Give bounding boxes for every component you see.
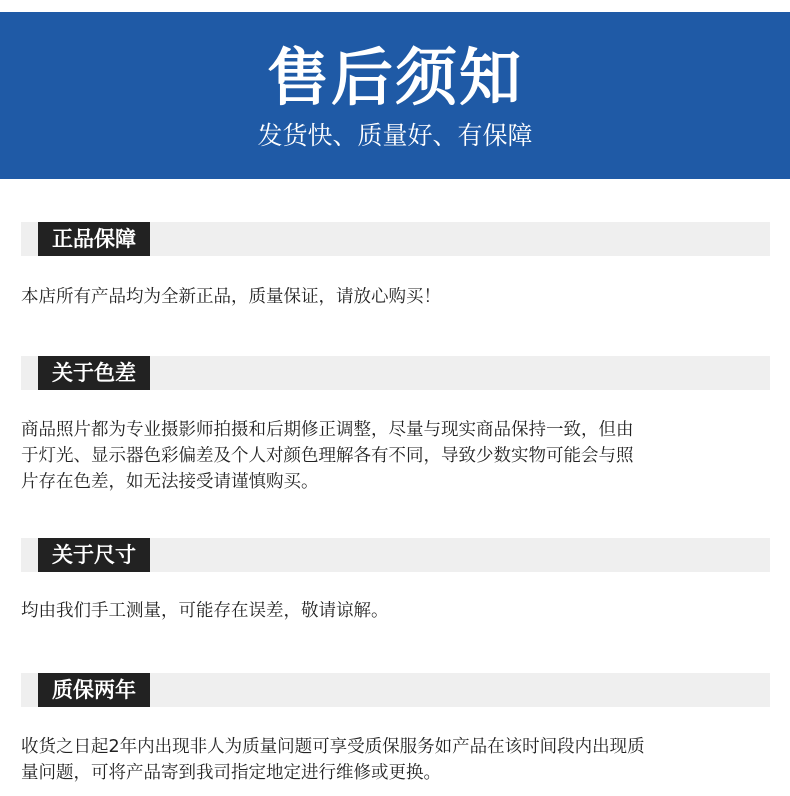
section-title: 质保两年 xyxy=(38,673,150,707)
section-header-warranty xyxy=(21,673,770,707)
section-title: 关于色差 xyxy=(38,356,150,390)
section-text-size xyxy=(21,598,771,624)
section-header-size xyxy=(21,538,770,572)
section-text-warranty xyxy=(21,734,771,786)
section-text-color-difference xyxy=(21,417,771,495)
section-text-genuine xyxy=(21,284,771,310)
paragraph-line: 片存在色差，如无法接受请谨慎购买。 xyxy=(21,472,319,492)
section-title: 正品保障 xyxy=(38,222,150,256)
section-header-genuine xyxy=(21,222,770,256)
page-title: 售后须知 xyxy=(266,41,523,114)
section-header-color-difference xyxy=(21,356,770,390)
header-banner xyxy=(0,12,790,179)
paragraph-line: 本店所有产品均为全新正品，质量保证，请放心购买！ xyxy=(21,287,441,307)
page-subtitle: 发货快、质量好、有保障 xyxy=(257,121,533,150)
section-title: 关于尺寸 xyxy=(38,538,150,572)
paragraph-line: 均由我们手工测量，可能存在误差，敬请谅解。 xyxy=(21,601,389,621)
paragraph-line: 量问题，可将产品寄到我司指定地定进行维修或更换。 xyxy=(21,763,441,783)
paragraph-line: 于灯光、显示器色彩偏差及个人对颜色理解各有不同，导致少数实物可能会与照 xyxy=(21,446,634,466)
paragraph-line: 商品照片都为专业摄影师拍摄和后期修正调整，尽量与现实商品保持一致，但由 xyxy=(21,420,634,440)
paragraph-line: 收货之日起2年内出现非人为质量问题可享受质保服务如产品在该时间段内出现质 xyxy=(21,737,645,757)
